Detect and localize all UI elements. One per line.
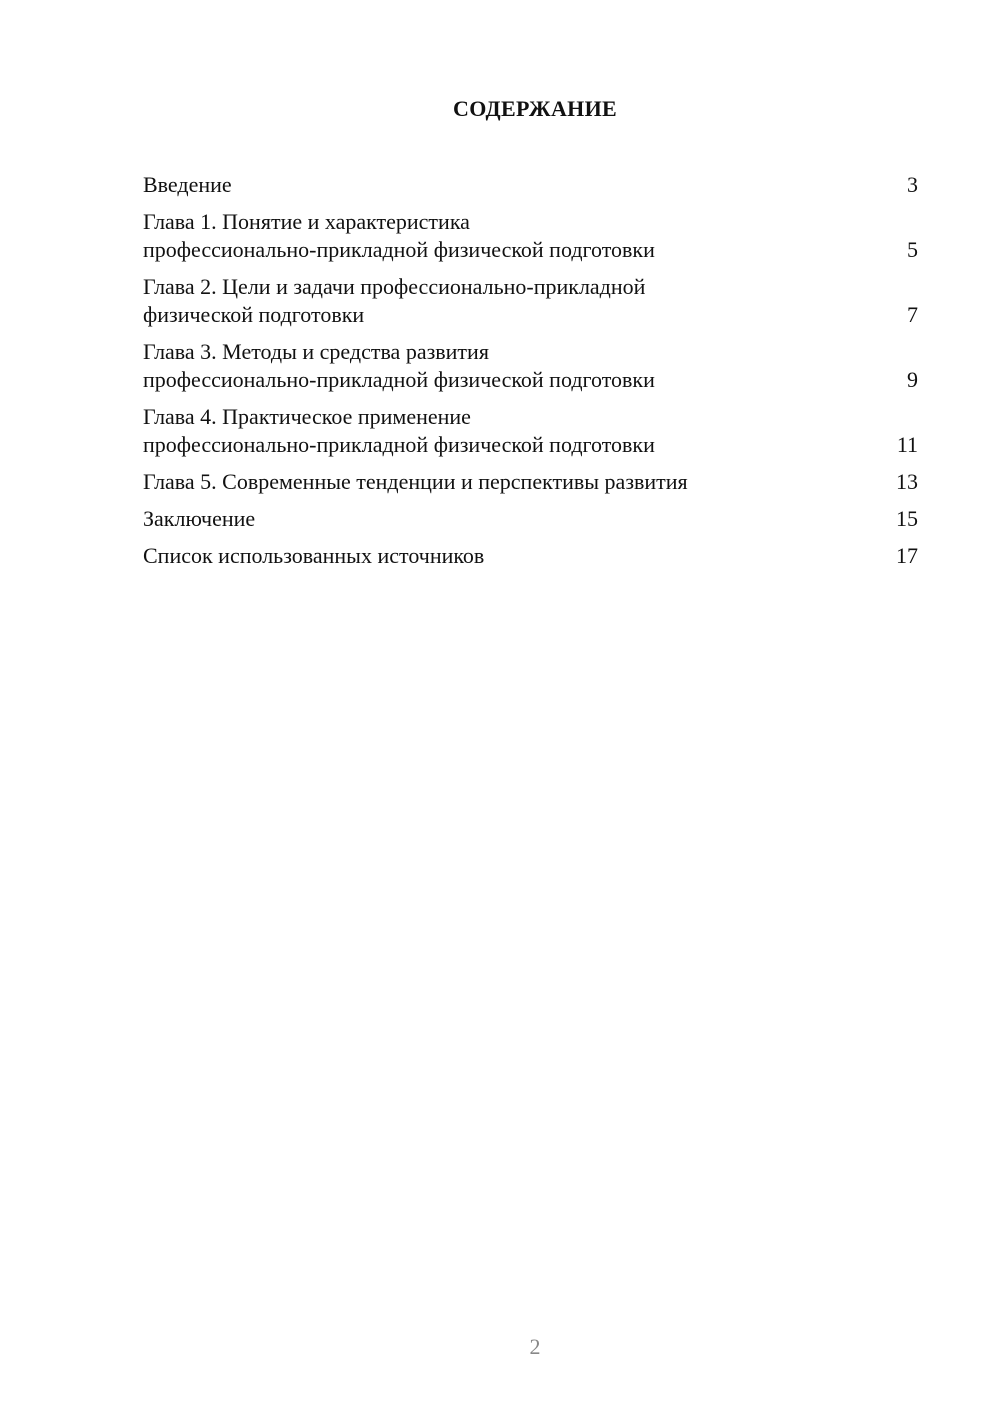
toc-entry-page: 15 bbox=[896, 506, 918, 531]
toc-entry-title: Заключение bbox=[143, 506, 256, 531]
toc-entry-title: Глава 3. Методы и средства развития профессионально-прикладной физической подготовки bbox=[143, 339, 655, 392]
toc-entry-chapter-5 bbox=[143, 468, 918, 496]
toc-entry-chapter-4 bbox=[143, 403, 918, 459]
toc-entry-page: 9 bbox=[907, 367, 918, 392]
toc-entry-page: 5 bbox=[907, 237, 918, 262]
toc-entry-title: Глава 5. Современные тенденции и перспективы развития bbox=[143, 469, 688, 494]
toc-entry-title: Введение bbox=[143, 172, 232, 197]
page-number: 2 bbox=[529, 1334, 541, 1359]
toc-entry-page: 11 bbox=[896, 432, 918, 457]
page-title: СОДЕРЖАНИЕ bbox=[453, 96, 617, 121]
toc-entry-page: 17 bbox=[896, 543, 918, 568]
toc-entry-chapter-3 bbox=[143, 338, 918, 394]
table-of-contents bbox=[143, 171, 918, 579]
toc-entry-title: Глава 2. Цели и задачи профессионально-прикладной физической подготовки bbox=[143, 274, 646, 327]
toc-entry-title: Глава 1. Понятие и характеристика профессионально-прикладной физической подготовки bbox=[143, 209, 655, 262]
toc-entry-references bbox=[143, 542, 918, 570]
toc-entry-title: Список использованных источников bbox=[143, 543, 485, 568]
toc-entry-page: 7 bbox=[907, 302, 918, 327]
toc-entry-chapter-2 bbox=[143, 273, 918, 329]
toc-entry-page: 3 bbox=[907, 172, 918, 197]
toc-entry-page: 13 bbox=[896, 469, 918, 494]
toc-entry-introduction bbox=[143, 171, 918, 199]
toc-entry-chapter-1 bbox=[143, 208, 918, 264]
toc-entry-title: Глава 4. Практическое применение профессионально-прикладной физической подготовки bbox=[143, 404, 655, 457]
toc-entry-conclusion bbox=[143, 505, 918, 533]
